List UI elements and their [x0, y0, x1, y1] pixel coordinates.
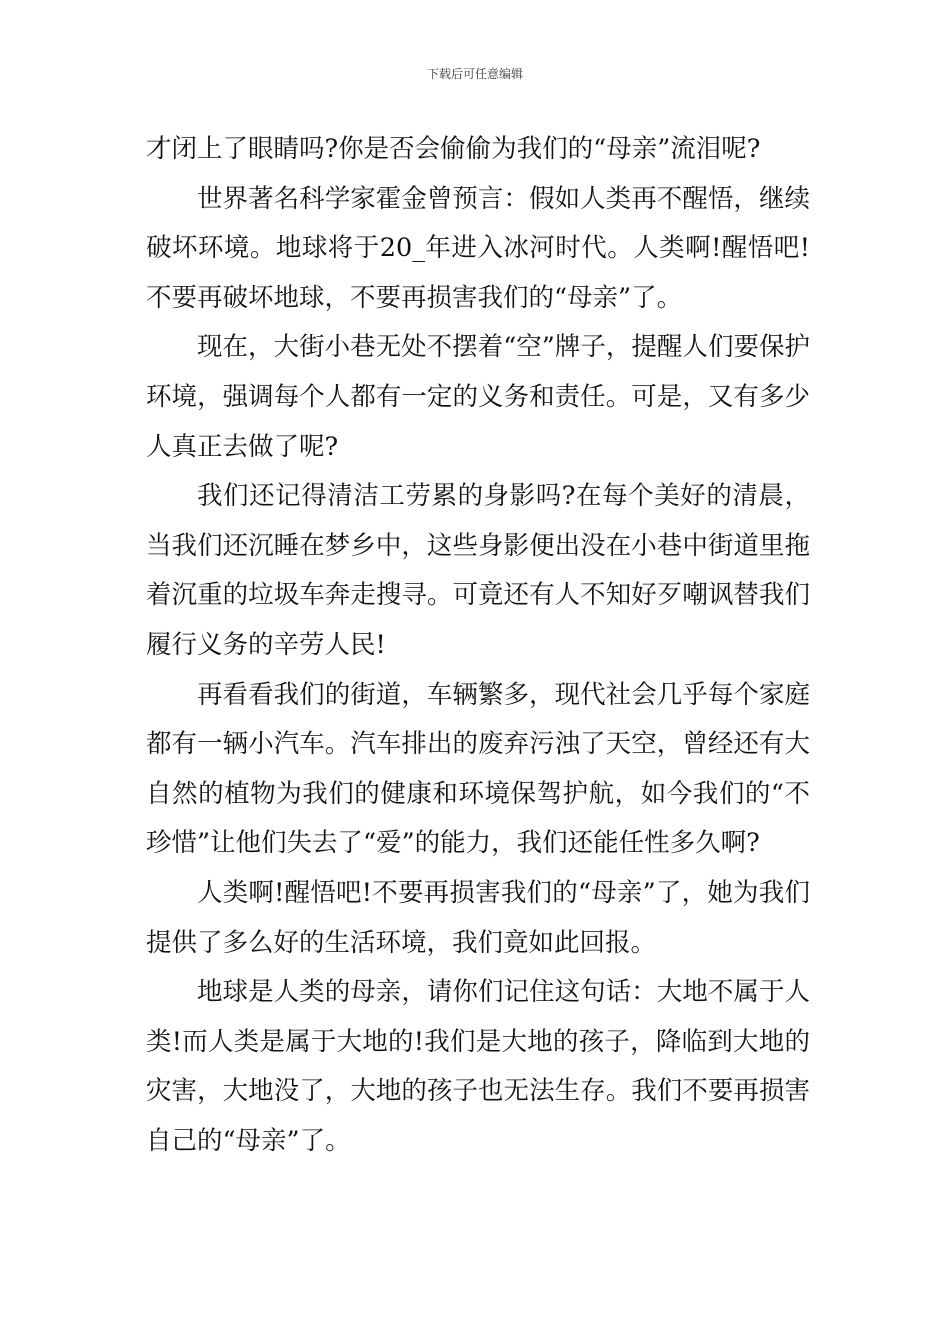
paragraph-cleaners: 我们还记得清洁工劳累的身影吗?在每个美好的清晨，当我们还沉睡在梦乡中，这些身影便出没在小巷中街道里拖着沉重的垃圾车奔走搜寻。可竟还有人不知好歹嘲讽替我们履行义务的辛劳人民!: [146, 481, 810, 660]
header-note: 下载后可任意编辑: [426, 67, 523, 81]
paragraph-continuation: 才闭上了眼睛吗?你是否会偷偷为我们的“母亲”流泪呢?: [146, 134, 761, 164]
paragraph-earth-mother: 地球是人类的母亲，请你们记住这句话：大地不属于人类!而人类是属于大地的!我们是大地的孩子，降临到大地的灾害，大地没了，大地的孩子也无法生存。我们不要再损害自己的“母亲”了。: [146, 977, 810, 1156]
document-body: [146, 125, 810, 1166]
paragraph-wake-up: 人类啊!醒悟吧!不要再损害我们的“母亲”了，她为我们提供了多么好的生活环境，我们竟如此回报。: [146, 877, 810, 958]
paragraph-streets-cars: 再看看我们的街道，车辆繁多，现代社会几乎每个家庭都有一辆小汽车。汽车排出的废弃污浊了天空，曾经还有大自然的植物为我们的健康和环境保驾护航，如今我们的“不珍惜”让他们失去了“爱”的能力，我们还能任性多久啊?: [146, 679, 810, 859]
paragraph-environment-signs: 现在，大街小巷无处不摆着“空”牌子，提醒人们要保护环境，强调每个人都有一定的义务和责任。可是，又有多少人真正去做了呢?: [146, 332, 810, 462]
paragraph-hawking-prediction: 世界著名科学家霍金曾预言：假如人类再不醒悟，继续破坏环境。地球将于20_年进入冰河时代。人类啊!醒悟吧!不要再破坏地球，不要再损害我们的“母亲”了。: [146, 183, 810, 313]
